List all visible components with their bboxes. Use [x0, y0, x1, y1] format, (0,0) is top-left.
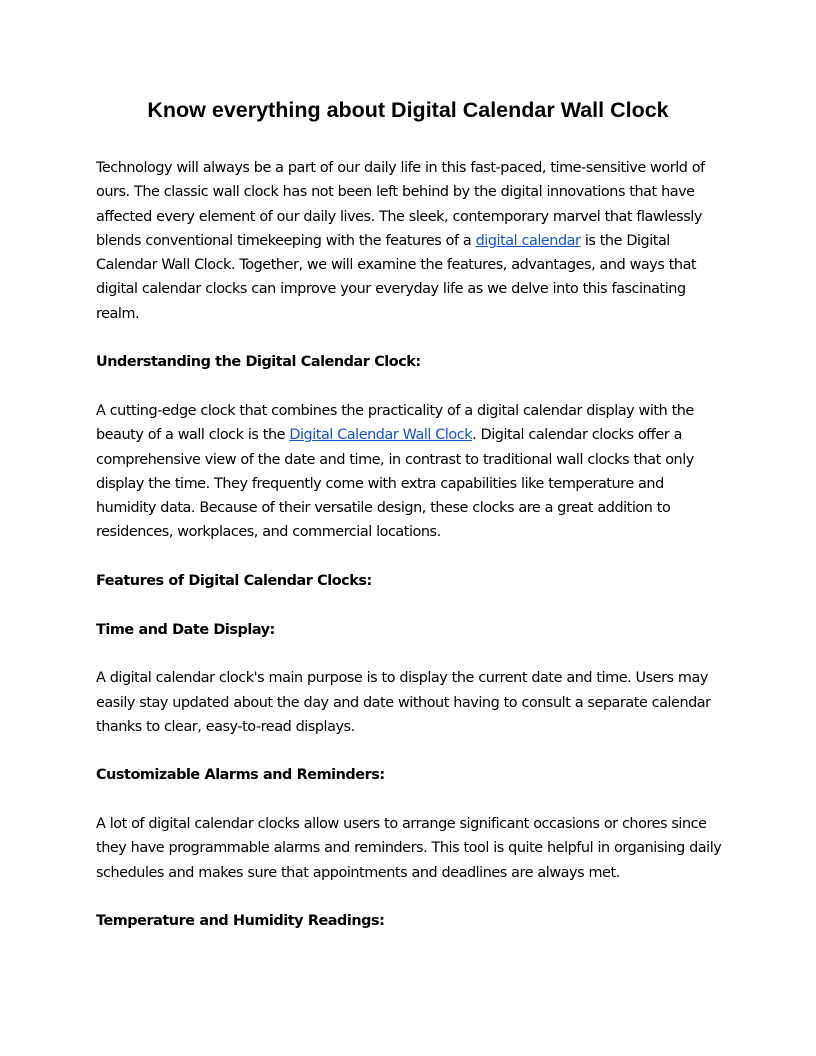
digital-calendar-wall-clock-link[interactable]: Digital Calendar Wall Clock [289, 427, 473, 444]
intro-paragraph [96, 156, 722, 326]
intro-text-start: Technology will always be a part of our daily life in this fast-paced, time-sensitive world of ours. The classic wall clock has not been left behind by the digital innovations that have affected every element of our daily lives. The sleek, contemporary marvel that flawlessly blends conventional timekeeping with the features of a [96, 160, 705, 249]
heading-temperature: Temperature and Humidity Readings: [96, 913, 385, 930]
heading-alarms: Customizable Alarms and Reminders: [96, 767, 385, 784]
heading-time-date: Time and Date Display: [96, 621, 275, 638]
understanding-text-end: . Digital calendar clocks offer a comprehensive view of the date and time, in contrast to traditional wall clocks that only display the time. They frequently come with extra capabilities like temperature and humidity data. Because of their versatile design, these clocks are a great addition to residences, workplaces, and commercial locations. [96, 427, 694, 541]
understanding-paragraph [96, 399, 722, 545]
intro-text-end: is the Digital Calendar Wall Clock. Together, we will examine the features, advantages, and ways that digital calendar clocks can improve your everyday life as we delve into this fascinating realm. [96, 232, 697, 322]
document-body [96, 156, 722, 958]
heading-features: Features of Digital Calendar Clocks: [96, 573, 372, 590]
time-date-paragraph: A digital calendar clock's main purpose is to display the current date and time. Users may easily stay updated about the day and date without having to consult a separate calendar thanks to clear, easy-to-read displays. [96, 670, 711, 735]
heading-understanding: Understanding the Digital Calendar Clock: [96, 354, 421, 371]
digital-calendar-link[interactable]: digital calendar [475, 232, 581, 249]
understanding-text-start: A cutting-edge clock that combines the practicality of a digital calendar display with the beauty of a wall clock is the [96, 402, 694, 444]
document-title: Know everything about Digital Calendar Wall Clock [147, 98, 669, 122]
alarms-paragraph: A lot of digital calendar clocks allow users to arrange significant occasions or chores since they have programmable alarms and reminders. This tool is quite helpful in organising daily schedules and makes sure that appointments and deadlines are always met. [96, 816, 722, 881]
